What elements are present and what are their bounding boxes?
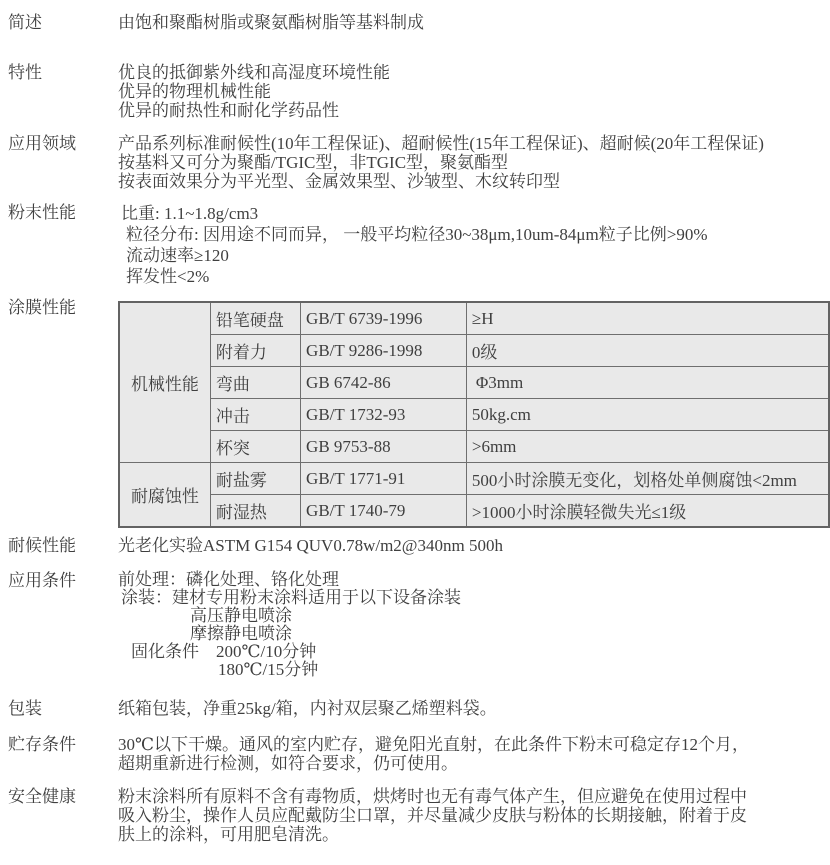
section-content-features: [118, 63, 830, 120]
table-cell-test: 冲击: [210, 399, 300, 431]
section-summary: [0, 13, 830, 32]
table-cell-standard: GB/T 6739-1996: [301, 302, 467, 335]
section-content-summary: [118, 13, 830, 32]
table-cell-category-mechanical: 机械性能: [119, 302, 210, 463]
text-line: 粉末涂料所有原料不含有毒物质，烘烤时也无有毒气体产生，但应避免在使用过程中: [118, 787, 747, 806]
section-label-coating-performance: 涂膜性能: [8, 298, 76, 317]
section-content-packaging: [118, 699, 830, 718]
table-cell-category-corrosion: 耐腐蚀性: [119, 463, 210, 528]
text-line: 超期重新进行检测，如符合要求，仍可使用。: [118, 754, 458, 773]
table-cell-standard: GB/T 9286-1998: [301, 335, 467, 367]
text-line: 光老化实验ASTM G154 QUV0.78w/m2@340nm 500h: [118, 536, 503, 555]
text-line: 产品系列标准耐候性(10年工程保证)、超耐候性(15年工程保证)、超耐候(20年工程保证): [118, 134, 764, 153]
table-cell-value: 500小时涂膜无变化，划格处单侧腐蚀<2mm: [466, 463, 829, 495]
section-label-application-conditions: 应用条件: [8, 571, 76, 590]
table-cell-test: 耐湿热: [210, 495, 300, 528]
table-row: [119, 399, 829, 431]
section-content-coating-performance: [118, 298, 830, 528]
table-row: [119, 463, 829, 495]
text-line: 肤上的涂料，可用肥皂清洗。: [118, 825, 339, 844]
section-content-storage-conditions: [118, 735, 830, 773]
table-cell-value: ≥H: [466, 302, 829, 335]
table-row: [119, 302, 829, 335]
table-row: [119, 367, 829, 399]
table-cell-standard: GB 9753-88: [301, 431, 467, 463]
section-label-packaging: 包装: [8, 699, 42, 718]
text-line: 按基料又可分为聚酯/TGIC型，非TGIC型，聚氨酯型: [118, 153, 509, 172]
section-applications: [0, 134, 830, 191]
table-row: [119, 495, 829, 528]
table-cell-test: 附着力: [210, 335, 300, 367]
text-line: 前处理：磷化处理、铬化处理: [118, 570, 339, 589]
table-cell-test: 弯曲: [210, 367, 300, 399]
table-cell-standard: GB 6742-86: [301, 367, 467, 399]
coating-performance-table: [118, 301, 830, 528]
text-line: 吸入粉尘，操作人员应配戴防尘口罩，并尽量减少皮肤与粉体的长期接触，附着于皮: [118, 806, 747, 825]
section-content-weathering-performance: [118, 536, 830, 555]
table-row: [119, 431, 829, 463]
text-line: 30℃以下干燥。通风的室内贮存，避免阳光直射，在此条件下粉末可稳定存12个月，: [118, 735, 750, 754]
section-storage-conditions: [0, 735, 830, 773]
text-line: 按表面效果分为平光型、金属效果型、沙皱型、木纹转印型: [118, 172, 560, 191]
table-cell-value: >1000小时涂膜轻微失光≤1级: [466, 495, 829, 528]
text-line: 优异的耐热性和耐化学药品性: [118, 101, 339, 120]
text-line: 优异的物理机械性能: [118, 82, 271, 101]
section-content-application-conditions: [118, 571, 830, 679]
text-line: 粒径分布: 因用途不同而异， 一般平均粒径30~38μm,10um-84μm粒子比例>90%: [126, 225, 708, 244]
section-application-conditions: [0, 571, 830, 679]
section-label-weathering-performance: 耐候性能: [8, 536, 76, 555]
section-weathering-performance: [0, 536, 830, 555]
section-label-storage-conditions: 贮存条件: [8, 735, 76, 754]
section-content-powder-properties: [118, 203, 830, 287]
section-label-features: 特性: [8, 63, 42, 82]
table-cell-test: 杯突: [210, 431, 300, 463]
text-line: 高压静电喷涂: [190, 606, 292, 625]
section-packaging: [0, 699, 830, 718]
text-line: 挥发性<2%: [126, 267, 210, 286]
text-line: 优良的抵御紫外线和高湿度环境性能: [118, 63, 390, 82]
text-line: 纸箱包装，净重25kg/箱，内衬双层聚乙烯塑料袋。: [118, 699, 497, 718]
text-line: 涂装：建材专用粉末涂料适用于以下设备涂装: [121, 588, 461, 607]
table-cell-value: 0级: [466, 335, 829, 367]
section-content-applications: [118, 134, 830, 191]
section-label-safety-health: 安全健康: [8, 787, 76, 806]
text-line: 流动速率≥120: [126, 246, 229, 265]
text-line: 比重: 1.1~1.8g/cm3: [121, 204, 259, 223]
text-line: 180℃/15分钟: [218, 660, 319, 679]
table-cell-value: 50kg.cm: [466, 399, 829, 431]
section-label-powder-properties: 粉末性能: [8, 203, 76, 222]
table-cell-test: 铅笔硬盘: [210, 302, 300, 335]
section-label-summary: 简述: [8, 13, 42, 32]
table-row: [119, 335, 829, 367]
text-line: 由饱和聚酯树脂或聚氨酯树脂等基料制成: [118, 13, 424, 32]
section-features: [0, 63, 830, 120]
section-label-applications: 应用领域: [8, 134, 76, 153]
text-line: 摩擦静电喷涂: [190, 624, 292, 643]
text-line: 固化条件 200℃/10分钟: [131, 642, 317, 661]
section-safety-health: [0, 787, 830, 844]
table-cell-standard: GB/T 1771-91: [301, 463, 467, 495]
table-cell-standard: GB/T 1740-79: [301, 495, 467, 528]
section-coating-performance: [0, 298, 830, 528]
table-cell-value: Φ3mm: [466, 367, 829, 399]
section-content-safety-health: [118, 787, 830, 844]
section-powder-properties: [0, 203, 830, 287]
table-cell-standard: GB/T 1732-93: [301, 399, 467, 431]
table-cell-test: 耐盐雾: [210, 463, 300, 495]
table-cell-value: >6mm: [466, 431, 829, 463]
